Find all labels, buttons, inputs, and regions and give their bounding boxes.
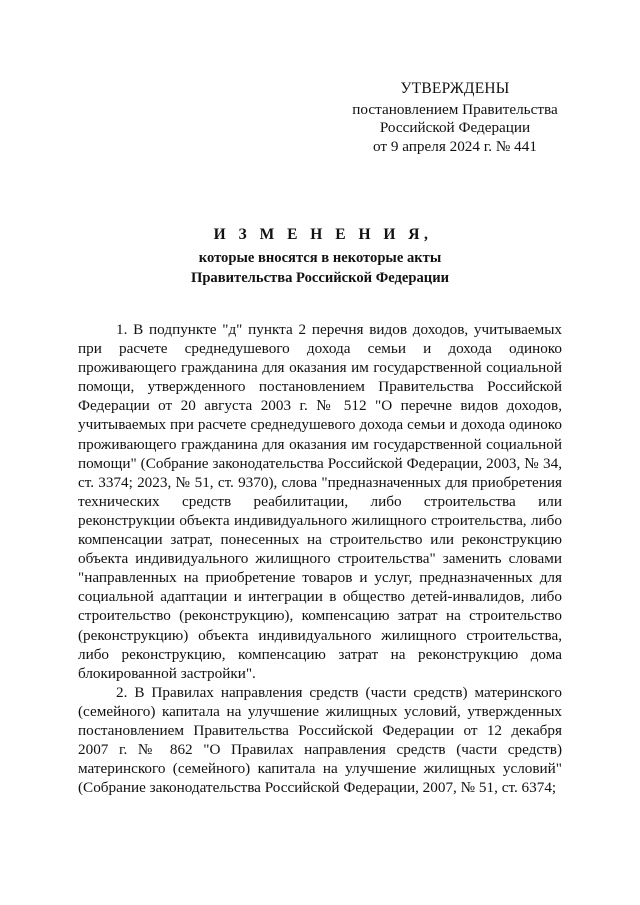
document-title-block xyxy=(0,226,640,288)
approval-heading: УТВЕРЖДЕНЫ xyxy=(400,80,510,97)
paragraph-2: 2. В Правилах направления средств (части средств) материнского (семейного) капитала на улучшение жилищных условий, утвержденных постановлением Правительства Российской Федерации от 12 декабря 2007 г. № 862 "О Правилах направления средств (части средств) материнского (семейного) капитала на улучшение жилищных условий" (Собрание законодательства Российской Федерации, 2007, № 51, ст. 6374; xyxy=(78,683,562,797)
approval-line-resolution: постановлением Правительства xyxy=(352,100,558,118)
document-body xyxy=(78,320,562,797)
approval-line-government: Российской Федерации xyxy=(379,119,531,136)
paragraph-1: 1. В подпункте "д" пункта 2 перечня видов доходов, учитываемых при расчете среднедушевого дохода семьи и дохода одиноко проживающего гражданина для оказания им государственной социальной помощи, утвержденного постановлением Правительства Российской Федерации от 20 августа 2003 г. № 512 "О перечне видов доходов, учитываемых при расчете среднедушевого дохода семьи и дохода одиноко проживающего гражданина для оказания им государственной социальной помощи" (Собрание законодательства Российской Федерации, 2003, № 34, ст. 3374; 2023, № 51, ст. 9370), слова "предназначенных для приобретения технических средств реабилитации, либо строительства или реконструкции объекта индивидуального жилищного строительства, либо компенсации затрат, понесенных на строительство или реконструкцию объекта индивидуального жилищного строительства" заменить словами "направленных на приобретение товаров и услуг, предназначенных для социальной адаптации и интеграции в общество детей-инвалидов, либо строительство (реконструкцию), компенсацию затрат на строительство (реконструкцию) объекта индивидуального жилищного строительства, либо реконструкцию, компенсацию затрат на реконструкцию дома блокированной застройки". xyxy=(78,321,562,682)
approval-line-date-number: от 9 апреля 2024 г. № 441 xyxy=(373,137,537,155)
approval-block xyxy=(330,80,580,156)
document-title: И З М Е Н Е Н И Я, xyxy=(213,226,433,243)
document-subtitle-line-1: которые вносятся в некоторые акты xyxy=(198,250,442,266)
document-subtitle-line-2: Правительства Российской Федерации xyxy=(190,270,450,286)
